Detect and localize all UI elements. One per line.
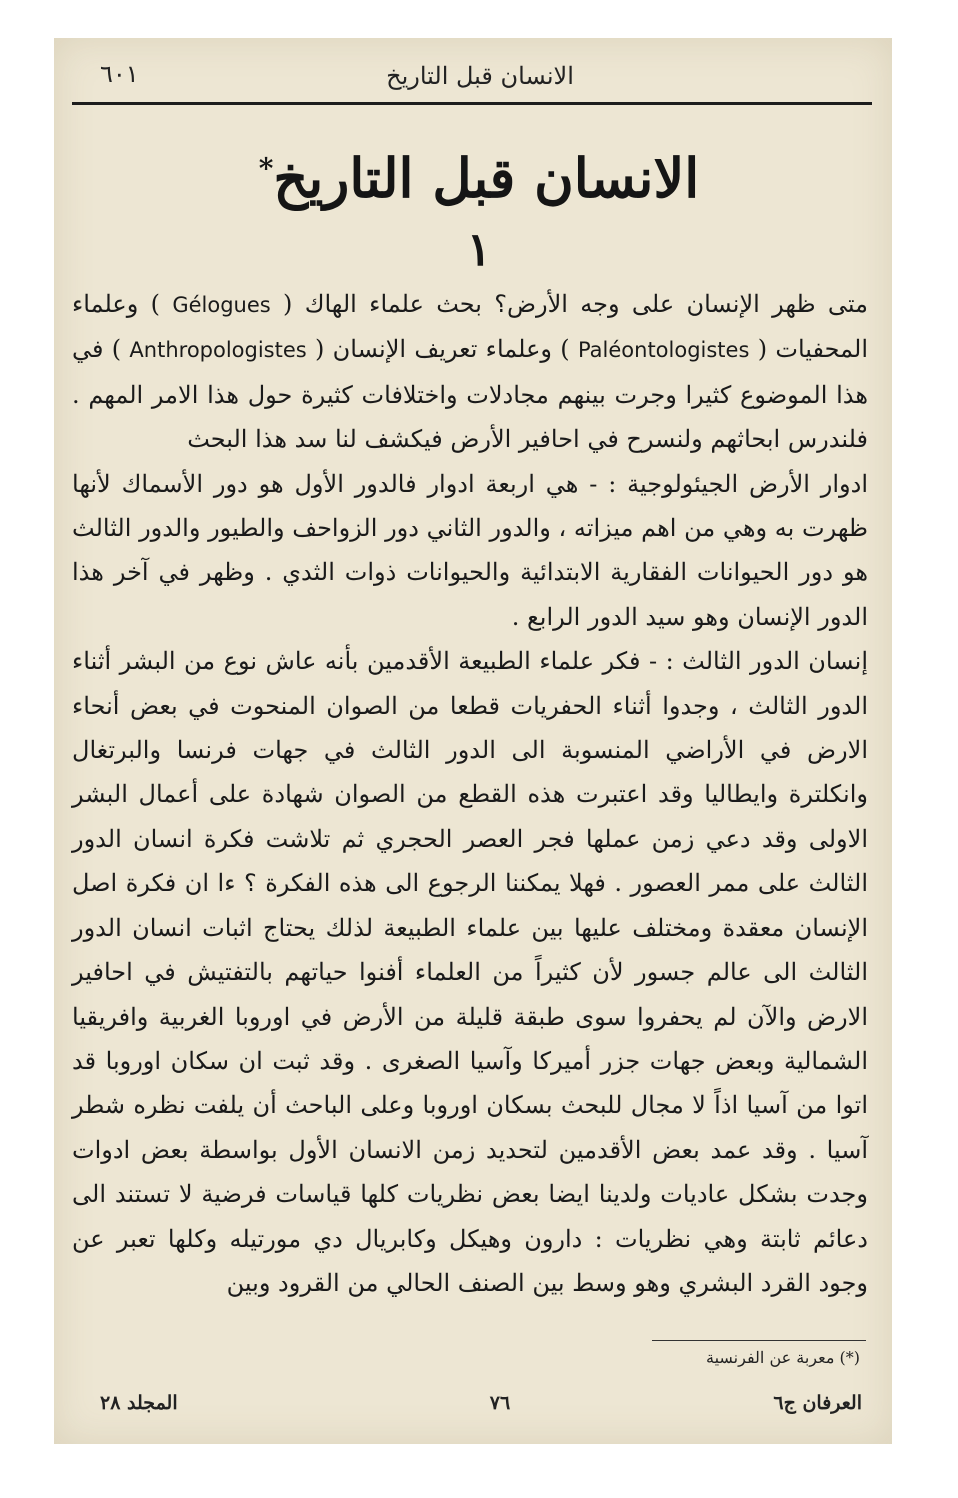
footer-volume: المجلد ٢٨: [100, 1392, 178, 1414]
running-title: الانسان قبل التاريخ: [386, 62, 574, 90]
text-run: متى ظهر الإنسان على وجه الأرض؟ بحث علماء الهاك (: [283, 290, 868, 318]
text-run: ) في هذا الموضوع كثيرا وجرت بينهم مجادلات واختلافات كثيرة حول هذا الامر المهم . فلندرس ابحاثهم ولنسرح في احافير الأرض فيكشف لنا سد هذا البحث: [72, 335, 868, 454]
footer-journal: العرفان ج٦: [773, 1392, 862, 1414]
text-run: ) وعلماء تعريف الإنسان (: [315, 335, 570, 364]
article-body: [72, 282, 868, 1305]
latin-term: Paléontologistes: [577, 338, 750, 363]
footer-page: ٧٦: [489, 1392, 511, 1414]
article-title-text: الانسان قبل التاريخ: [273, 146, 700, 210]
latin-term: Anthropologistes: [129, 338, 307, 363]
page-number: ٦٠١: [100, 60, 139, 88]
text-run: ) وعلماء المحفيات (: [72, 290, 868, 364]
footnote: (*) معربة عن الفرنسية: [706, 1348, 860, 1367]
part-number: ١: [466, 222, 492, 276]
latin-term: Gélogues: [172, 293, 271, 317]
article-title: [100, 146, 858, 210]
footnote-marker: *: [258, 152, 274, 185]
paragraph-third-age-man: إنسان الدور الثالث : - فكر علماء الطبيعة الأقدمين بأنه عاش نوع من البشر أثناء الدور الثالث ، وجدوا أثناء الحفريات قطعا من الصوان المنحوت في بعض أنحاء الارض في الأراضي المنسوبة الى الدور الثالث في جهات فرنسا والبرتغال وانكلترة وايطاليا وقد اعتبرت هذه القطع من الصوان شهادة على أعمال البشر الاولى وقد دعي زمن عملها فجر العصر الحجري ثم تلاشت فكرة انسان الدور الثالث على ممر العصور . فهلا يمكننا الرجوع الى هذه الفكرة ؟ ءا ان فكرة اصل الإنسان معقدة ومختلف عليها بين علماء الطبيعة لذلك يحتاج اثبات انسان الدور الثالث الى عالم جسور لأن كثيراً من العلماء أفنوا حياتهم بالتفتيش في احافير الارض والآن لم يحفروا سوى طبقة قليلة من الأرض في اوروبا الغربية وافريقيا الشمالية وبعض جهات جزر أميركا وآسيا الصغرى . وقد ثبت ان سكان اوروبا قد اتوا من آسيا اذاً لا مجال للبحث بسكان اوروبا وعلى الباحث أن يلفت نظره شطر آسيا . وقد عمد بعض الأقدمين لتحديد زمن الانسان الأول بواسطة بعض ادوات وجدت بشكل عاديات ولدينا ايضا بعض نظريات كلها قياسات فرضية لا تستند الى دعائم ثابتة وهي نظريات : دارون وهيكل وكابريال دي مورتيله وكلها تعبر عن وجود القرد البشري وهو وسط بين الصنف الحالي من القرود وبين: [72, 647, 868, 1297]
running-header: [100, 58, 860, 98]
paragraph-geological-ages: ادوار الأرض الجيئولوجية : - هي اربعة ادوار فالدور الأول هو دور الأسماك لأنها ظهرت به وهي من اهم ميزاته ، والدور الثاني دور الزواحف والطيور والدور الثالث هو دور الحيوانات الفقارية الابتدائية والحيوانات ذوات الثدي . وظهر في آخر هذا الدور الإنسان وهو سيد الدور الرابع .: [72, 469, 868, 631]
footnote-rule: [652, 1340, 866, 1341]
paragraph-intro: [72, 282, 868, 462]
header-rule: [72, 102, 872, 105]
